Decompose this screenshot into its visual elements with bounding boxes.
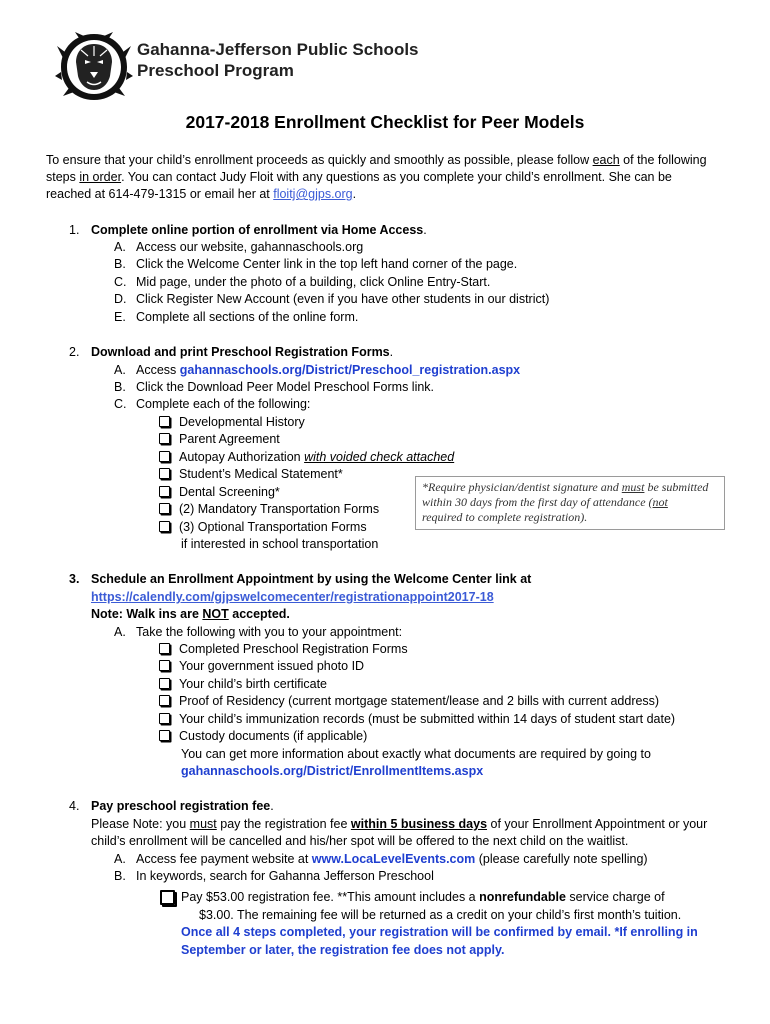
checklist-item: Custody documents (if applicable) xyxy=(159,728,367,746)
appointment-link[interactable]: https://calendly.com/gjpswelcomecenter/registrationappoint2017-18 xyxy=(91,590,494,604)
checkbox-icon[interactable] xyxy=(159,486,170,497)
checklist-item: Developmental History xyxy=(159,414,305,432)
list-letter: A. xyxy=(114,240,126,254)
note-line: *Require physician/dentist signature and must be submitted xyxy=(422,480,709,494)
list-letter: C. xyxy=(114,397,127,411)
checklist-item: Your government issued photo ID xyxy=(159,658,364,676)
list-item: Click Register New Account (even if you have other students in our district) xyxy=(136,292,550,306)
intro-line-2: steps in order. You can contact Judy Floit with any questions as you complete your child’s enrollment. She can be xyxy=(46,170,672,184)
payment-site-link[interactable]: www.LocaLevelEvents.com xyxy=(311,852,476,866)
checklist-item: Autopay Authorization with voided check attached xyxy=(159,449,454,467)
checkbox-icon[interactable] xyxy=(159,503,170,514)
list-item: Access fee payment website at www.LocaLevelEvents.com (please carefully note spelling) xyxy=(136,852,648,866)
more-info-text: You can get more information about exactly what documents are required by going to xyxy=(181,747,651,761)
page-title: 2017-2018 Enrollment Checklist for Peer Models xyxy=(185,112,585,132)
pay-fee-item: Pay $53.00 registration fee. **This amount includes a nonrefundable service charge of xyxy=(181,889,665,907)
checkbox-icon[interactable] xyxy=(159,730,170,741)
list-letter: B. xyxy=(114,380,126,394)
list-item: Mid page, under the photo of a building, click Online Entry-Start. xyxy=(136,275,491,289)
list-letter: B. xyxy=(114,869,126,883)
checklist-item: Proof of Residency (current mortgage statement/lease and 2 bills with current address) xyxy=(159,693,659,711)
list-item: Click the Welcome Center link in the top left hand corner of the page. xyxy=(136,257,518,271)
step3-number: 3. xyxy=(69,572,80,586)
lion-head-logo-icon xyxy=(55,32,133,102)
checklist-item: (2) Mandatory Transportation Forms xyxy=(159,501,379,519)
registration-forms-link[interactable]: gahannaschools.org/District/Preschool_registration.aspx xyxy=(179,363,521,377)
pay-fee-line-2: $3.00. The remaining fee will be returned as a credit on your child’s first month’s tuition. xyxy=(199,908,682,922)
list-letter: C. xyxy=(114,275,127,289)
walk-in-note: Note: Walk ins are NOT accepted. xyxy=(91,607,290,621)
checkbox-icon[interactable] xyxy=(159,451,170,462)
list-letter: D. xyxy=(114,292,127,306)
step4-number: 4. xyxy=(69,799,80,813)
fee-note-line-1: Please Note: you must pay the registration fee within 5 business days of your Enrollment Appointment or your xyxy=(91,817,708,831)
checkbox-icon[interactable] xyxy=(159,713,170,724)
list-letter: A. xyxy=(114,625,126,639)
list-item: Access gahannaschools.org/District/Preschool_registration.aspx xyxy=(136,363,521,377)
checkbox-icon[interactable] xyxy=(159,416,170,427)
checklist-item: Your child’s immunization records (must be submitted within 14 days of student start date) xyxy=(159,711,675,729)
list-letter: A. xyxy=(114,852,126,866)
step4-heading: Pay preschool registration fee. xyxy=(91,799,274,813)
confirmation-note-1: Once all 4 steps completed, your registration will be confirmed by email. *If enrolling in xyxy=(181,925,698,939)
enrollment-items-link[interactable]: gahannaschools.org/District/EnrollmentItems.aspx xyxy=(181,764,484,778)
note-line: within 30 days from the first day of attendance (not xyxy=(422,495,668,509)
list-letter: B. xyxy=(114,257,126,271)
step2-number: 2. xyxy=(69,345,80,359)
list-item: Take the following with you to your appointment: xyxy=(136,625,403,639)
checkbox-icon[interactable] xyxy=(159,643,170,654)
intro-line-1: To ensure that your child’s enrollment proceeds as quickly and smoothly as possible, please follow each of the following xyxy=(46,153,707,167)
list-item: Access our website, gahannaschools.org xyxy=(136,240,364,254)
list-item: Complete all sections of the online form. xyxy=(136,310,359,324)
note-line: required to complete registration). xyxy=(422,510,588,524)
checkbox-icon[interactable] xyxy=(159,695,170,706)
checklist-item: Dental Screening* xyxy=(159,484,280,502)
checkbox-icon[interactable] xyxy=(159,468,170,479)
checkbox-icon[interactable] xyxy=(159,660,170,671)
fee-note-line-2: child’s enrollment will be cancelled and his/her spot will be offered to the next child on the waitlist. xyxy=(91,834,629,848)
list-item: In keywords, search for Gahanna Jefferson Preschool xyxy=(136,869,434,883)
list-item: Complete each of the following: xyxy=(136,397,311,411)
checklist-item: (3) Optional Transportation Forms xyxy=(159,519,367,537)
org-name: Gahanna-Jefferson Public Schools xyxy=(137,40,419,59)
program-name: Preschool Program xyxy=(137,61,294,80)
step1-number: 1. xyxy=(69,223,80,237)
checklist-item: Student’s Medical Statement* xyxy=(159,466,343,484)
confirmation-note-2: September or later, the registration fee does not apply. xyxy=(181,943,505,957)
checkbox-icon[interactable] xyxy=(159,678,170,689)
intro-line-3: reached at 614-479-1315 or email her at floitj@gjps.org. xyxy=(46,187,357,201)
contact-email-link[interactable]: floitj@gjps.org xyxy=(273,187,353,201)
list-letter: E. xyxy=(114,310,126,324)
checklist-subnote: if interested in school transportation xyxy=(181,537,379,551)
step2-heading: Download and print Preschool Registration Forms. xyxy=(91,345,394,359)
checkbox-icon[interactable] xyxy=(159,521,170,532)
checkbox-icon[interactable] xyxy=(159,433,170,444)
checklist-item: Completed Preschool Registration Forms xyxy=(159,641,408,659)
checklist-item: Parent Agreement xyxy=(159,431,280,449)
list-item: Click the Download Peer Model Preschool Forms link. xyxy=(136,380,435,394)
signature-note-box xyxy=(415,476,725,530)
list-letter: A. xyxy=(114,363,126,377)
step1-heading: Complete online portion of enrollment via Home Access. xyxy=(91,223,427,237)
step3-heading: Schedule an Enrollment Appointment by using the Welcome Center link at xyxy=(91,572,532,586)
checkbox-icon[interactable] xyxy=(160,890,175,905)
checklist-item: Your child’s birth certificate xyxy=(159,676,327,694)
